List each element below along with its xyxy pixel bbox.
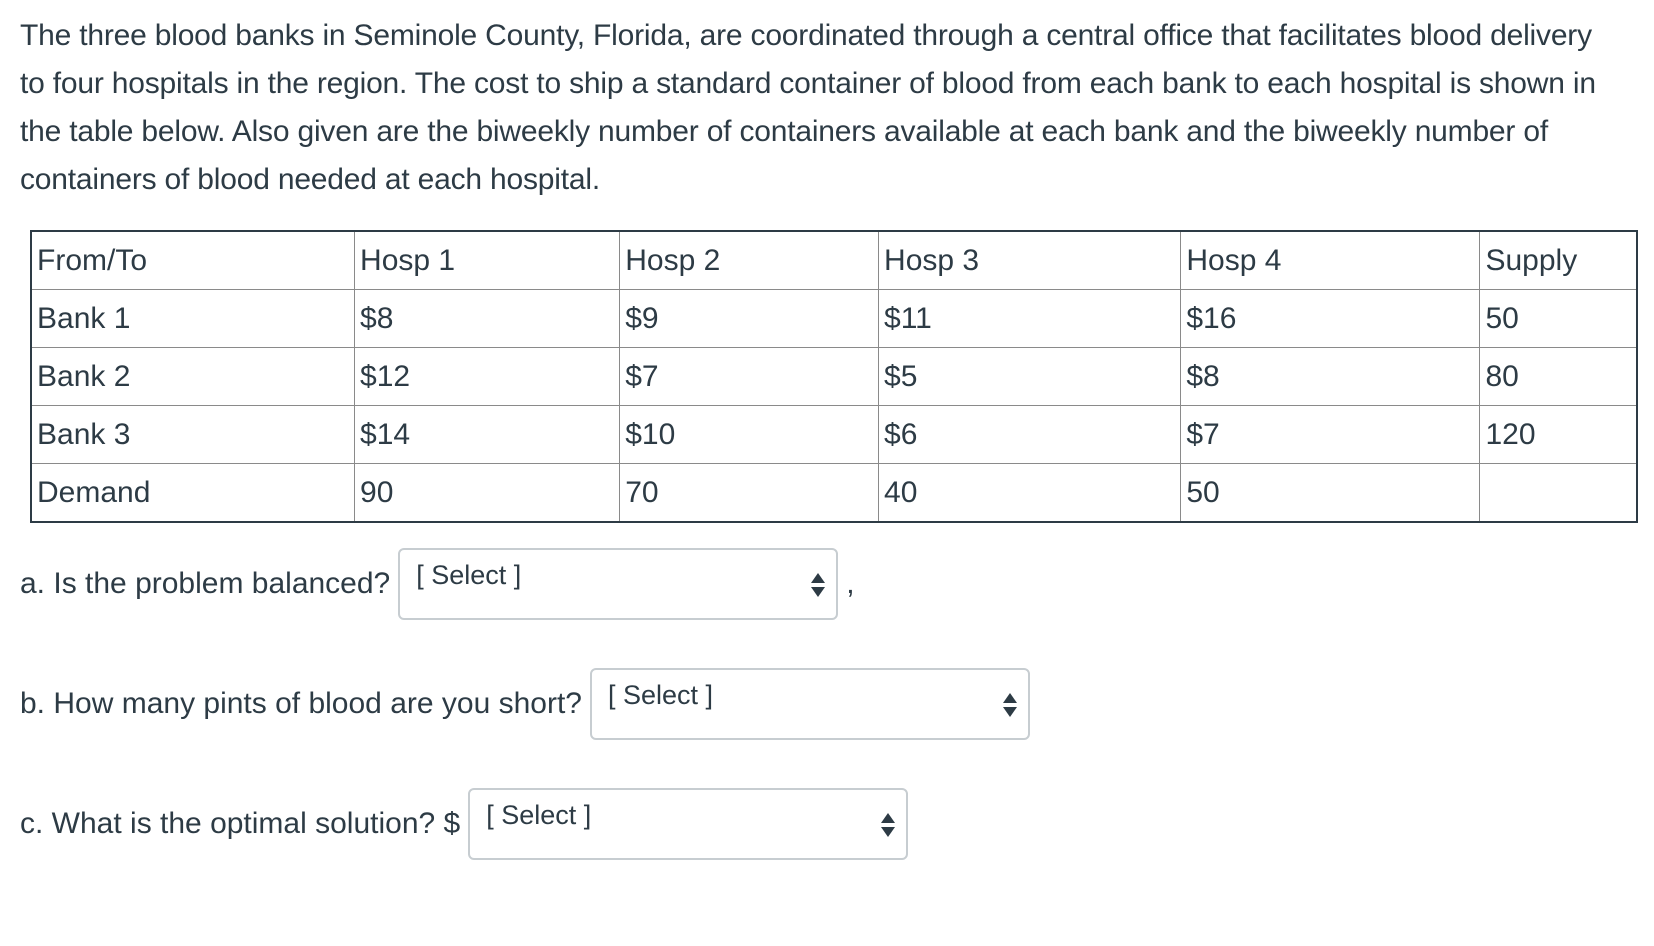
table-cell: Bank 2 [31,348,355,406]
table-header-cell: Hosp 1 [355,231,620,290]
question-c-text: c. What is the optimal solution? $ [20,807,461,840]
table-cell: 50 [1181,464,1480,523]
table-cell: Bank 3 [31,406,355,464]
table-cell: 40 [879,464,1181,523]
shortage-select[interactable] [590,668,1030,740]
table-cell [1480,464,1637,523]
question-a [20,548,855,620]
table-header-cell: Hosp 2 [620,231,879,290]
table-cell: $7 [620,348,879,406]
table-header-row [31,231,1637,290]
up-down-caret-icon [1002,690,1018,720]
question-b-text: b. How many pints of blood are you short? [20,687,582,720]
question-a-trailing: , [846,567,855,600]
table-cell: Demand [31,464,355,523]
table-cell: $9 [620,290,879,348]
table-cell: $8 [1181,348,1480,406]
table-cell: 90 [355,464,620,523]
problem-statement: The three blood banks in Seminole County, Florida, are coordinated through a central office that facilitates blood delivery to four hospitals in the region. The cost to ship a standard container of blood from each bank to each hospital is shown in the table below. Also given are the biweekly number of containers available at each bank and the biweekly number of containers of blood needed at each hospital. [20,19,1596,196]
table-header-cell: From/To [31,231,355,290]
table-cell: $12 [355,348,620,406]
table-cell: 80 [1480,348,1637,406]
table-cell: $16 [1181,290,1480,348]
table-row-demand [31,464,1637,523]
table-row [31,406,1637,464]
optimal-solution-select-value: [ Select ] [486,800,592,830]
question-c [20,788,908,860]
table-cell: 120 [1480,406,1637,464]
shortage-select-value: [ Select ] [607,680,714,710]
table-cell: $7 [1181,406,1480,464]
balanced-select-value: [ Select ] [416,560,522,590]
shipping-cost-table [30,230,1638,523]
table-cell: $6 [879,406,1181,464]
table-cell: $11 [879,290,1181,348]
table-header-cell: Supply [1480,231,1637,290]
table-cell: 50 [1480,290,1637,348]
optimal-solution-select[interactable] [468,788,908,860]
table-row [31,290,1637,348]
table-header-cell: Hosp 3 [879,231,1181,290]
table-row [31,348,1637,406]
table-cell: $14 [355,406,620,464]
up-down-caret-icon [880,810,896,840]
up-down-caret-icon [810,570,826,600]
table-cell: $5 [879,348,1181,406]
table-cell: $8 [355,290,620,348]
question-a-text: a. Is the problem balanced? [20,567,391,600]
table-cell: $10 [620,406,879,464]
table-header-cell: Hosp 4 [1181,231,1480,290]
table-cell: Bank 1 [31,290,355,348]
balanced-select[interactable] [398,548,838,620]
table-cell: 70 [620,464,879,523]
question-b [20,668,1030,740]
